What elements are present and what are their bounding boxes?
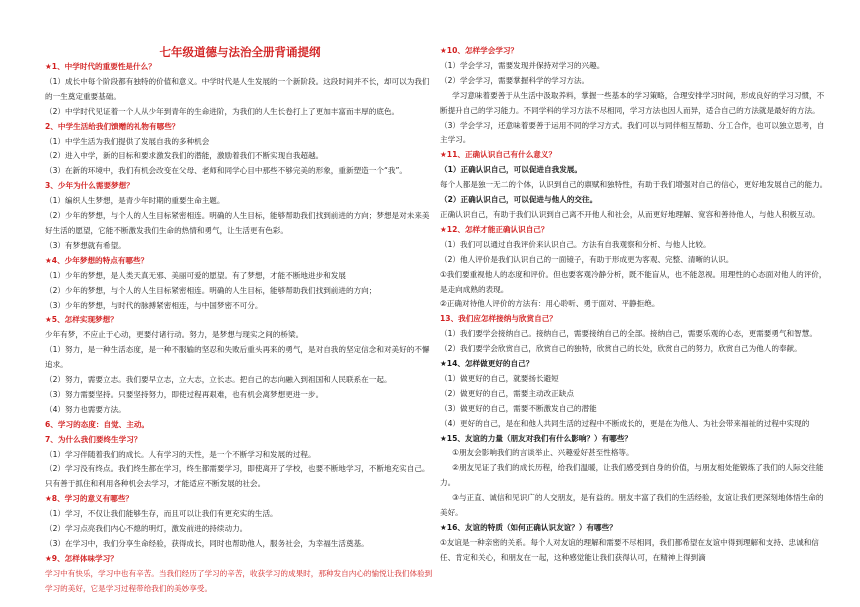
paragraph: （1）学习伴随着我们的成长。人有学习的天性，是一个不断学习和发展的过程。: [45, 449, 316, 459]
section-heading: ★1、中学时代的重要性是什么？: [45, 62, 156, 71]
paragraph: （2）正确认识自己，可以促进与他人的交往。: [440, 195, 598, 205]
paragraph: （2）进入中学，新的目标和要求激发我们的潜能，激励着我们不断实现自我超越。: [45, 151, 324, 161]
section-heading: ★10、怎样学会学习？: [440, 46, 519, 55]
paragraph: ②正确对待他人评价的方法有：用心聆听、勇于面对、平静拒绝。: [440, 299, 660, 309]
paragraph: 正确认识自己，有助于我们认识到自己离不开他人和社会，从而更好地理解、宽容和善待他人，与他人积极互动。: [440, 209, 820, 219]
paragraph: （3）少年的梦想，与时代的脉搏紧密相连，与中国梦密不可分。: [45, 300, 263, 310]
paragraph: （2）努力，需要立志。我们要早立志，立大志，立长志。把自己的志向融入到祖国和人民联系在一起。: [45, 375, 392, 385]
paragraph: （2）中学时代见证着一个人从少年到青年的生命进阶，为我们的人生长卷打上了更加丰富而丰厚的底色。: [45, 106, 400, 116]
paragraph: （1）学习，不仅让我们能够生存，而且可以让我们有更充实的生活。: [45, 509, 278, 519]
paragraph: （3）在学习中，我们分享生命经验，获得成长，同时也帮助他人，服务社会，为幸福生活奠基。: [45, 539, 369, 548]
paragraph: ②朋友见证了我们的成长历程，给我们温暖，让我们感受到自身的价值，与朋友相处能锻炼了我们的人际交往能力。: [440, 463, 824, 488]
section-heading: ★8、学习的意义有哪些？: [45, 494, 134, 504]
paragraph: （2）我们要学会欣赏自己，欣赏自己的独特，欣赏自己的长处，欣赏自己的努力，欣赏自己为他人的奉献。: [440, 344, 802, 354]
paragraph: ①友谊是一种亲密的关系。每个人对友谊的理解和需要不尽相同，我们都希望在友谊中得到理解和支持、忠诚和信任、肯定和关心，和朋友在一起，这种感觉能让我们获得认可，在精神上得到滴: [440, 537, 819, 562]
paragraph: （1）学会学习，需要发现并保持对学习的兴趣。: [440, 60, 605, 70]
section-heading: ★4、少年梦想的特点有哪些？: [45, 255, 149, 265]
paragraph: （1）努力，是一种生活态度，是一种不服输的坚忍和失败后重头再来的勇气，是对自我的坚定信念和对美好的不懈追求。: [45, 345, 430, 370]
paragraph: （3）努力需要坚持。只要坚持努力，即使过程再艰难，也有机会离梦想更进一步。: [45, 389, 324, 399]
paragraph: （2）他人评价是我们认识自己的一面镜子，有助于形成更为客观、完整、清晰的认识。: [440, 254, 734, 264]
paragraph: （1）我们可以通过自我评价来认识自己。方法有自我观察和分析、与他人比较。: [440, 239, 711, 249]
section-heading: ★12、怎样才能正确认识自己？: [440, 224, 549, 234]
paragraph: （2）少年的梦想，与个人的人生目标紧密相连。明确的人生目标，能够帮助我们找到前进的方向；梦想是对未来美好生活的愿望，它能不断激发我们生命的热情和勇气，让生活更有色彩。: [45, 211, 430, 235]
section-heading: 3、少年为什么需要梦想？: [45, 181, 134, 191]
section-heading: 6、学习的态度：自觉、主动。: [45, 419, 150, 429]
left-column: [45, 60, 435, 597]
paragraph: 每个人都是独一无二的个体，认识到自己的禀赋和独特性，有助于我们增强对自己的信心，更好地发展自己的能力。: [440, 180, 828, 190]
right-column: [440, 44, 830, 566]
paragraph: （4）更好的自己，是在和他人共同生活的过程中不断成长的，更是在为他人、为社会带来福祉的过程中实现的: [440, 418, 810, 428]
section-heading: ★15、友谊的力量（朋友对我们有什么影响？）有哪些？: [440, 433, 633, 443]
paragraph: ①我们要重视他人的态度和评价。但也要客观冷静分析，既不能盲从，也不能忽视。用理性的心态面对他人的评价，是走向成熟的表现。: [440, 269, 827, 294]
paragraph: （2）学会学习，需要掌握科学的学习方法。: [440, 75, 590, 85]
paragraph: （1）成长中每个阶段都有独特的价值和意义。中学时代是人生发展的一个新阶段。这段时间并不长，却可以为我们的一生奠定重要基础。: [45, 76, 430, 101]
section-heading: ★5、怎样实现梦想？: [45, 315, 118, 325]
paragraph: （3）有梦想就有希望。: [45, 240, 126, 250]
paragraph: （3）做更好的自己，需要不断激发自己的潜能: [440, 403, 597, 413]
section-heading: 7、为什么我们要终生学习？: [45, 434, 142, 444]
section-heading: ★11、正确认识自己有什么意义？: [440, 150, 557, 160]
paragraph: （2）学习没有终点。我们终生都在学习，终生都需要学习，即使离开了学校，也要不断地学习，不断地充实自己。只有善于抓住和利用各种机会去学习，才能适应不断发展的社会。: [45, 464, 430, 489]
section-heading: ★14、怎样做更好的自己？: [440, 359, 534, 369]
section-heading: 13、我们应怎样接纳与欣赏自己？: [440, 314, 557, 324]
paragraph: （4）努力也需要方法。: [45, 404, 126, 414]
paragraph: （3）学会学习，还意味着要善于运用不同的学习方式。我们可以与同伴相互帮助、分工合作，也可以独立思考，自主学习。: [440, 120, 825, 145]
paragraph: （1）我们要学会接纳自己。接纳自己，需要接纳自己的全部。接纳自己，需要乐观的心态，更需要勇气和智慧。: [440, 329, 817, 339]
paragraph: （2）少年的梦想，与个人的人生目标紧密相连。明确的人生目标，能够帮助我们找到前进的方向；: [45, 285, 377, 295]
paragraph: （2）学习点亮我们内心不熄的明灯，激发前进的持续动力。: [45, 524, 248, 534]
paragraph: 学习中有快乐，学习中也有辛苦。当我们经历了学习的辛苦，收获学习的成果时，那种发自内心的愉悦让我们体验到学习的美好，它是学习过程带给我们的美妙享受。: [45, 568, 433, 593]
paragraph: （1）中学生活为我们提供了发展自我的多种机会: [45, 136, 210, 146]
section-heading: 2、中学生活给我们馈赠的礼物有哪些？: [45, 121, 180, 131]
section-heading: ★16、友谊的特质（如何正确认识友谊？）有哪些？: [440, 523, 617, 532]
section-heading: ★9、怎样体味学习？: [45, 553, 118, 563]
paragraph: （2）做更好的自己，需要主动改正缺点: [440, 388, 574, 398]
paragraph: 少年有梦，不应止于心动，更要付诸行动。努力，是梦想与现实之间的桥梁。: [45, 330, 304, 340]
paragraph: （1）编织人生梦想，是青少年时期的重要生命主题。: [45, 196, 225, 206]
paragraph: （3）在新的环境中，我们有机会改变在父母、老师和同学心目中那些不够完美的形象，重新塑造一个“我”。: [45, 166, 408, 176]
document-title: 七年级道德与法治全册背诵提纲: [159, 45, 321, 59]
paragraph: ③与正直、诚信和见识广的人交朋友，是有益的。朋友丰富了我们的生活经验，友谊让我们更深刻地体悟生命的美好。: [440, 493, 824, 518]
paragraph: （1）少年的梦想，是人类天真无邪、美丽可爱的愿望。有了梦想，才能不断地进步和发展: [45, 270, 346, 280]
paragraph: （1）正确认识自己，可以促进自我发展。: [440, 165, 582, 175]
paragraph: ①朋友会影响我们的言谈举止、兴趣爱好甚至性格等。: [452, 448, 634, 458]
paragraph: （1）做更好的自己，就要扬长避短: [440, 373, 559, 383]
paragraph: 学习意味着要善于从生活中汲取养料，掌握一些基本的学习策略，合理安排学习时间，形成良好的学习习惯，不断提升自己的学习能力。不同学科的学习方法不尽相同，学习方法也因人而异，适合自己的方法就是最好的方法。: [440, 90, 825, 115]
